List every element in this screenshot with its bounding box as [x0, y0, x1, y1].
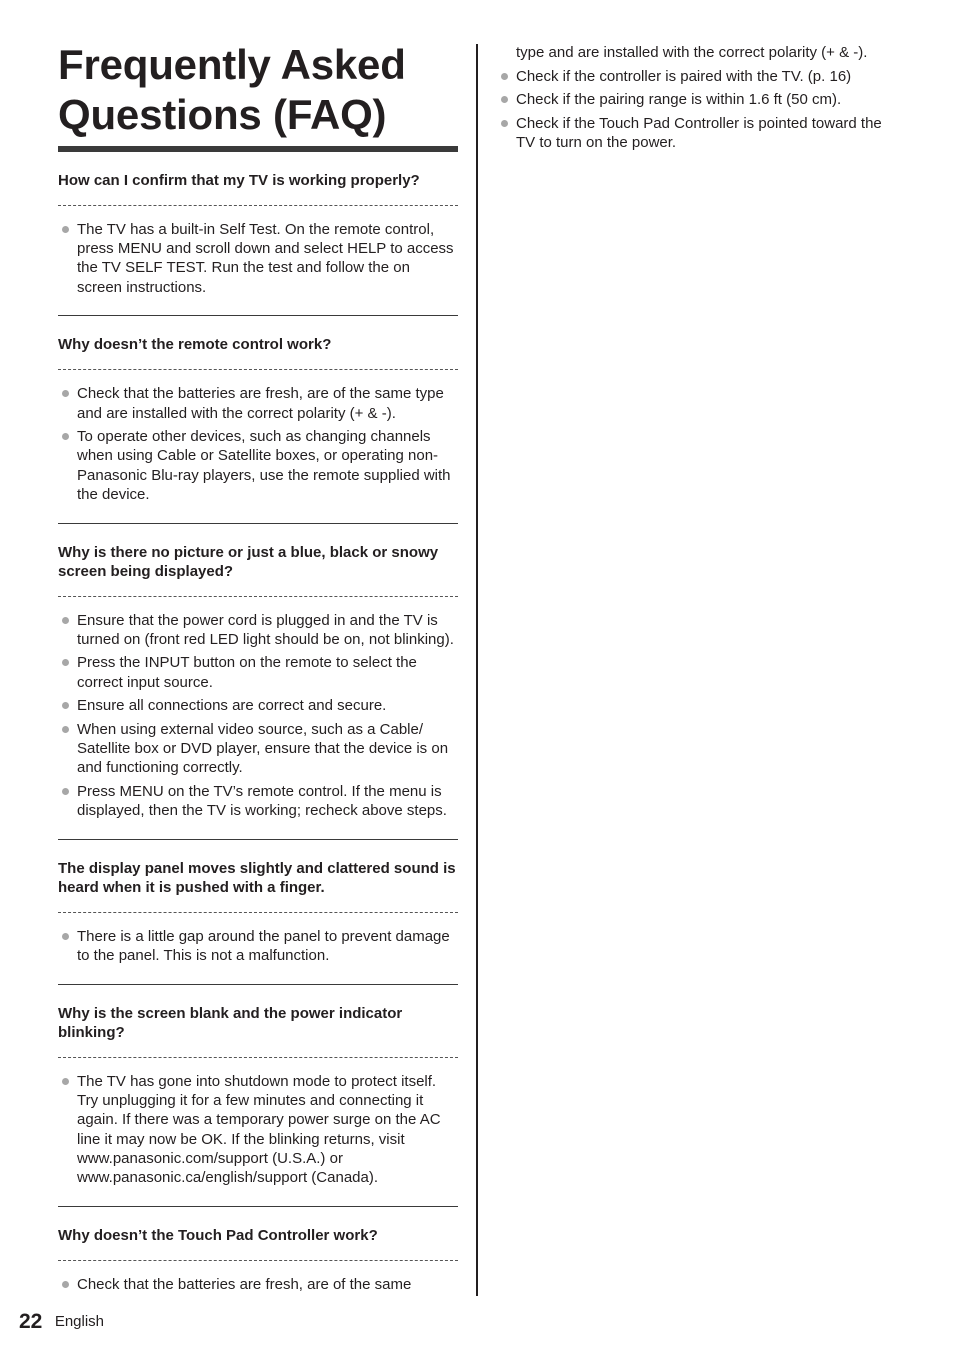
bullet-icon [62, 226, 69, 233]
faq-item [58, 316, 458, 523]
faq-question: The display panel moves slightly and clattered sound is heard when it is pushed with a finger. [58, 859, 458, 913]
faq-answer-text: Press the INPUT button on the remote to select the correct input source. [77, 654, 417, 691]
bullet-icon [62, 726, 69, 733]
faq-answer-text: Ensure that the power cord is plugged in and the TV is turned on (front red LED light should be on, not blinking). [77, 611, 454, 648]
page-title-line-1: Frequently Asked [58, 41, 406, 88]
page-language: English [54, 1313, 105, 1330]
page-number: 22 [19, 1310, 43, 1333]
faq-question: Why is there no picture or just a blue, black or snowy screen being displayed? [58, 543, 458, 597]
faq-question: Why doesn’t the Touch Pad Controller work? [58, 1226, 458, 1261]
faq-answer-continuation: type and are installed with the correct polarity (+ & -). [516, 44, 868, 61]
faq-item [58, 524, 458, 841]
faq-answer [58, 1275, 458, 1294]
faq-answer-list [58, 913, 458, 965]
faq-answer-text: To operate other devices, such as changing channels when using Cable or Satellite boxes, or operating non-Panasonic Blu-ray players, use the remote supplied with the device. [77, 428, 451, 503]
bullet-icon [501, 73, 508, 80]
faq-answer-list [58, 370, 458, 504]
bullet-icon [62, 933, 69, 940]
faq-answer-text: Check if the Touch Pad Controller is pointed toward the TV to turn on the power. [516, 115, 882, 152]
faq-item [58, 985, 458, 1207]
bullet-icon [62, 659, 69, 666]
bullet-icon [62, 617, 69, 624]
bullet-icon [501, 120, 508, 127]
faq-item [58, 1207, 458, 1294]
bullet-icon [62, 788, 69, 795]
faq-answer-text: When using external video source, such as a Cable/ Satellite box or DVD player, ensure that the device is on and functioning correctly. [77, 721, 449, 777]
faq-item [58, 840, 458, 985]
faq-answer-list [58, 206, 458, 297]
faq-question: Why doesn’t the remote control work? [58, 335, 458, 370]
bullet-icon [62, 433, 69, 440]
faq-answer [58, 927, 458, 965]
bullet-icon [501, 96, 508, 103]
faq-answer-text: The TV has a built-in Self Test. On the remote control, press MENU and scroll down and select HELP to access the TV SELF TEST. Run the test and follow the on screen instructions. [77, 221, 454, 296]
faq-answer [58, 220, 458, 297]
faq-item [58, 152, 458, 316]
page-footer [19, 1308, 104, 1338]
faq-answer [58, 782, 458, 820]
faq-answer [58, 720, 458, 778]
faq-answer-text: Check if the controller is paired with the TV. (p. 16) [516, 67, 852, 85]
faq-answer [58, 611, 458, 649]
faq-answer-list [497, 67, 897, 153]
right-column [497, 43, 897, 157]
bullet-icon [62, 390, 69, 397]
faq-answer-text: Check that the batteries are fresh, are of the same [77, 1275, 412, 1293]
faq-answer-text: Press MENU on the TV’s remote control. If the menu is displayed, then the TV is working; recheck above steps. [77, 783, 447, 820]
page-title [58, 40, 458, 146]
faq-answer-text: Ensure all connections are correct and secure. [77, 697, 387, 715]
column-divider [476, 44, 478, 1296]
faq-answer-list [58, 1058, 458, 1187]
faq-answer [58, 427, 458, 504]
faq-question: How can I confirm that my TV is working properly? [58, 171, 458, 206]
faq-answer [497, 67, 897, 86]
faq-answer-text: There is a little gap around the panel to prevent damage to the panel. This is not a malfunction. [77, 928, 450, 965]
faq-answer-text: The TV has gone into shutdown mode to protect itself. Try unplugging it for a few minutes and connecting it again. If there was a temporary power surge on the AC line it may now be OK. If the blinking returns, visit www.panasonic.com/support (U.S.A.) or www.panasonic.ca/english/support (Canada). [77, 1072, 441, 1186]
faq-question: Why is the screen blank and the power indicator blinking? [58, 1004, 458, 1058]
faq-answer-list [58, 1261, 458, 1294]
faq-answer-text: Check if the pairing range is within 1.6 ft (50 cm). [516, 91, 842, 109]
left-column [58, 40, 458, 1298]
faq-answer [497, 114, 897, 152]
faq-answer [58, 696, 458, 715]
faq-answer [58, 384, 458, 422]
faq-answer-text: Check that the batteries are fresh, are of the same type and are installed with the correct polarity (+ & -). [77, 385, 444, 422]
faq-answer [497, 90, 897, 109]
bullet-icon [62, 1281, 69, 1288]
bullet-icon [62, 702, 69, 709]
faq-answer-list [58, 597, 458, 821]
bullet-icon [62, 1078, 69, 1085]
page-title-line-2: Questions (FAQ) [58, 91, 387, 138]
faq-answer [58, 653, 458, 691]
faq-answer [58, 1072, 458, 1187]
